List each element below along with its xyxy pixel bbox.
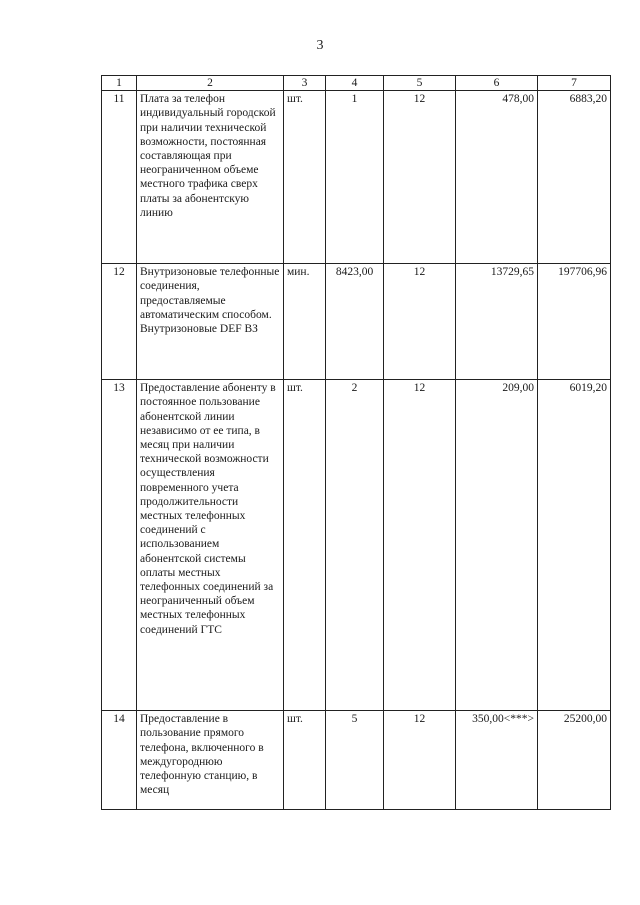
quantity: 5 [326,711,384,810]
quantity: 8423,00 [326,264,384,380]
total: 6019,20 [538,380,611,711]
price: 478,00 [456,91,538,264]
header-cell-1: 1 [102,76,137,91]
service-description: Предоставление в пользование прямого телефона, включенного в междугороднюю телефонную станцию, в месяц [137,711,284,810]
row-number: 13 [102,380,137,711]
price: 209,00 [456,380,538,711]
unit: шт. [284,91,326,264]
header-cell-3: 3 [284,76,326,91]
row-number: 12 [102,264,137,380]
price: 350,00<***> [456,711,538,810]
table-row [102,264,611,380]
header-cell-4: 4 [326,76,384,91]
price: 13729,65 [456,264,538,380]
table-row [102,711,611,810]
months: 12 [384,91,456,264]
service-description: Плата за телефон индивидуальный городской при наличии технической возможности, постоянная составляющая при неограниченном объеме местного трафика сверх платы за абонентскую линию [137,91,284,264]
row-number: 14 [102,711,137,810]
unit: шт. [284,711,326,810]
row-number: 11 [102,91,137,264]
total: 6883,20 [538,91,611,264]
months: 12 [384,264,456,380]
unit: мин. [284,264,326,380]
service-description: Предоставление абоненту в постоянное пользование абонентской линии независимо от ее типа, в месяц при наличии технической возможности осуществления повременного учета продолжительности местных телефонных соединений с использованием абонентской системы оплаты местных телефонных соединений за неограниченный объем местных телефонных соединений ГТС [137,380,284,711]
total: 197706,96 [538,264,611,380]
quantity: 1 [326,91,384,264]
table-row [102,380,611,711]
service-description: Внутризоновые телефонные соединения, предоставляемые автоматическим способом. Внутризоновые DEF ВЗ [137,264,284,380]
quantity: 2 [326,380,384,711]
header-cell-6: 6 [456,76,538,91]
table-row [102,91,611,264]
unit: шт. [284,380,326,711]
header-row [102,76,611,91]
header-cell-5: 5 [384,76,456,91]
header-cell-7: 7 [538,76,611,91]
total: 25200,00 [538,711,611,810]
months: 12 [384,380,456,711]
page-number: 3 [316,38,324,53]
tariff-table [101,75,611,810]
header-cell-2: 2 [137,76,284,91]
months: 12 [384,711,456,810]
